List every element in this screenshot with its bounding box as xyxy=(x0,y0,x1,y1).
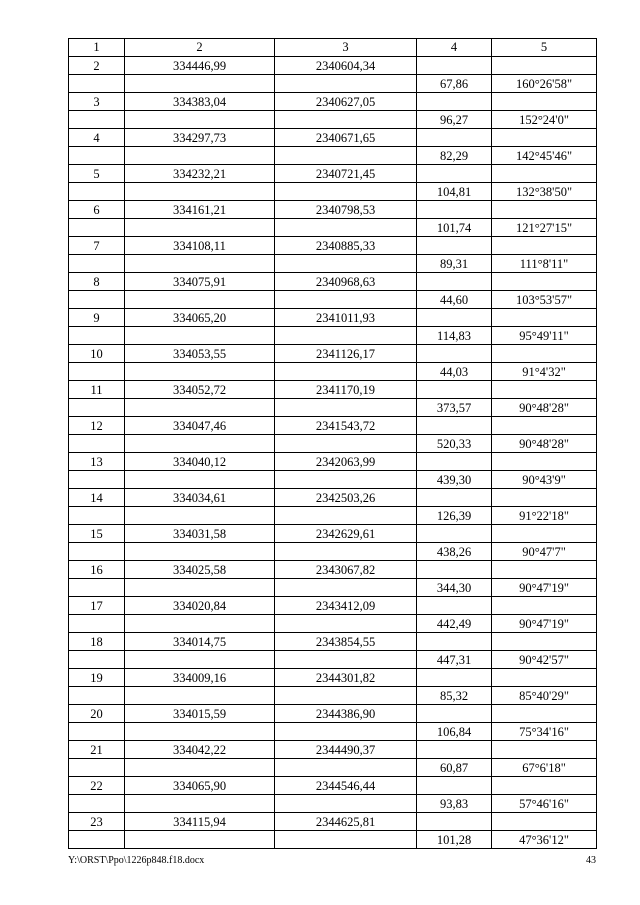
segment-length-cell: 126,39 xyxy=(417,507,492,525)
empty-cell xyxy=(492,165,597,183)
empty-cell xyxy=(492,489,597,507)
x-coordinate-cell: 334065,90 xyxy=(125,777,275,795)
segment-length-cell: 44,03 xyxy=(417,363,492,381)
empty-cell xyxy=(69,147,125,165)
point-number-cell: 7 xyxy=(69,237,125,255)
direction-angle-cell: 95°49'11" xyxy=(492,327,597,345)
empty-cell xyxy=(417,273,492,291)
point-number-cell: 4 xyxy=(69,129,125,147)
empty-cell xyxy=(492,345,597,363)
empty-cell xyxy=(69,327,125,345)
x-coordinate-cell: 334108,11 xyxy=(125,237,275,255)
empty-cell xyxy=(417,57,492,75)
point-number-cell: 15 xyxy=(69,525,125,543)
empty-cell xyxy=(492,561,597,579)
empty-cell xyxy=(275,723,417,741)
empty-cell xyxy=(69,183,125,201)
empty-cell xyxy=(69,579,125,597)
empty-cell xyxy=(492,777,597,795)
point-row xyxy=(69,93,597,111)
footer-file-path: Y:\ORST\Ppo\1226p848.f18.docx xyxy=(68,855,205,866)
empty-cell xyxy=(275,111,417,129)
empty-cell xyxy=(125,219,275,237)
y-coordinate-cell: 2341126,17 xyxy=(275,345,417,363)
empty-cell xyxy=(275,687,417,705)
x-coordinate-cell: 334446,99 xyxy=(125,57,275,75)
x-coordinate-cell: 334052,72 xyxy=(125,381,275,399)
empty-cell xyxy=(275,507,417,525)
segment-row xyxy=(69,111,597,129)
empty-cell xyxy=(69,759,125,777)
empty-cell xyxy=(492,633,597,651)
point-row xyxy=(69,813,597,831)
segment-length-cell: 104,81 xyxy=(417,183,492,201)
segment-row xyxy=(69,651,597,669)
segment-length-cell: 373,57 xyxy=(417,399,492,417)
empty-cell xyxy=(125,831,275,849)
x-coordinate-cell: 334297,73 xyxy=(125,129,275,147)
segment-row xyxy=(69,795,597,813)
direction-angle-cell: 91°4'32" xyxy=(492,363,597,381)
segment-row xyxy=(69,471,597,489)
y-coordinate-cell: 2340968,63 xyxy=(275,273,417,291)
empty-cell xyxy=(417,525,492,543)
direction-angle-cell: 152°24'0" xyxy=(492,111,597,129)
segment-length-cell: 438,26 xyxy=(417,543,492,561)
point-row xyxy=(69,741,597,759)
y-coordinate-cell: 2341170,19 xyxy=(275,381,417,399)
segment-length-cell: 439,30 xyxy=(417,471,492,489)
empty-cell xyxy=(69,111,125,129)
segment-length-cell: 106,84 xyxy=(417,723,492,741)
empty-cell xyxy=(492,741,597,759)
segment-row xyxy=(69,291,597,309)
point-row xyxy=(69,453,597,471)
empty-cell xyxy=(417,777,492,795)
header-cell: 1 xyxy=(69,39,125,57)
empty-cell xyxy=(417,561,492,579)
segment-length-cell: 96,27 xyxy=(417,111,492,129)
direction-angle-cell: 75°34'16" xyxy=(492,723,597,741)
empty-cell xyxy=(492,309,597,327)
direction-angle-cell: 90°48'28" xyxy=(492,435,597,453)
empty-cell xyxy=(125,615,275,633)
direction-angle-cell: 90°47'19" xyxy=(492,615,597,633)
point-row xyxy=(69,273,597,291)
point-number-cell: 20 xyxy=(69,705,125,723)
empty-cell xyxy=(69,651,125,669)
point-row xyxy=(69,777,597,795)
segment-row xyxy=(69,615,597,633)
y-coordinate-cell: 2340885,33 xyxy=(275,237,417,255)
direction-angle-cell: 90°42'57" xyxy=(492,651,597,669)
empty-cell xyxy=(125,579,275,597)
segment-row xyxy=(69,399,597,417)
empty-cell xyxy=(69,795,125,813)
point-number-cell: 19 xyxy=(69,669,125,687)
empty-cell xyxy=(275,579,417,597)
y-coordinate-cell: 2340671,65 xyxy=(275,129,417,147)
empty-cell xyxy=(492,273,597,291)
y-coordinate-cell: 2342503,26 xyxy=(275,489,417,507)
segment-length-cell: 442,49 xyxy=(417,615,492,633)
x-coordinate-cell: 334031,58 xyxy=(125,525,275,543)
point-row xyxy=(69,489,597,507)
empty-cell xyxy=(275,75,417,93)
y-coordinate-cell: 2342629,61 xyxy=(275,525,417,543)
empty-cell xyxy=(492,381,597,399)
header-cell: 3 xyxy=(275,39,417,57)
empty-cell xyxy=(125,471,275,489)
empty-cell xyxy=(125,363,275,381)
empty-cell xyxy=(275,543,417,561)
point-number-cell: 18 xyxy=(69,633,125,651)
empty-cell xyxy=(417,417,492,435)
empty-cell xyxy=(417,597,492,615)
y-coordinate-cell: 2340721,45 xyxy=(275,165,417,183)
segment-row xyxy=(69,435,597,453)
empty-cell xyxy=(417,489,492,507)
direction-angle-cell: 142°45'46" xyxy=(492,147,597,165)
segment-row xyxy=(69,759,597,777)
x-coordinate-cell: 334009,16 xyxy=(125,669,275,687)
empty-cell xyxy=(125,147,275,165)
direction-angle-cell: 132°38'50" xyxy=(492,183,597,201)
point-number-cell: 9 xyxy=(69,309,125,327)
empty-cell xyxy=(275,219,417,237)
x-coordinate-cell: 334042,22 xyxy=(125,741,275,759)
x-coordinate-cell: 334015,59 xyxy=(125,705,275,723)
x-coordinate-cell: 334161,21 xyxy=(125,201,275,219)
empty-cell xyxy=(125,75,275,93)
empty-cell xyxy=(492,129,597,147)
segment-length-cell: 44,60 xyxy=(417,291,492,309)
empty-cell xyxy=(492,525,597,543)
empty-cell xyxy=(69,435,125,453)
y-coordinate-cell: 2340627,05 xyxy=(275,93,417,111)
point-number-cell: 14 xyxy=(69,489,125,507)
empty-cell xyxy=(492,669,597,687)
empty-cell xyxy=(417,309,492,327)
segment-row xyxy=(69,219,597,237)
empty-cell xyxy=(125,507,275,525)
x-coordinate-cell: 334232,21 xyxy=(125,165,275,183)
y-coordinate-cell: 2344301,82 xyxy=(275,669,417,687)
segment-row xyxy=(69,687,597,705)
segment-row xyxy=(69,255,597,273)
point-number-cell: 17 xyxy=(69,597,125,615)
segment-length-cell: 60,87 xyxy=(417,759,492,777)
empty-cell xyxy=(275,831,417,849)
x-coordinate-cell: 334065,20 xyxy=(125,309,275,327)
point-number-cell: 2 xyxy=(69,57,125,75)
segment-length-cell: 82,29 xyxy=(417,147,492,165)
empty-cell xyxy=(125,399,275,417)
empty-cell xyxy=(492,453,597,471)
segment-row xyxy=(69,579,597,597)
segment-row xyxy=(69,75,597,93)
point-number-cell: 5 xyxy=(69,165,125,183)
empty-cell xyxy=(417,381,492,399)
point-row xyxy=(69,705,597,723)
segment-length-cell: 67,86 xyxy=(417,75,492,93)
empty-cell xyxy=(275,399,417,417)
direction-angle-cell: 90°47'7" xyxy=(492,543,597,561)
segment-row xyxy=(69,507,597,525)
point-number-cell: 11 xyxy=(69,381,125,399)
x-coordinate-cell: 334115,94 xyxy=(125,813,275,831)
empty-cell xyxy=(492,417,597,435)
footer-page-number: 43 xyxy=(586,855,596,866)
empty-cell xyxy=(125,687,275,705)
empty-cell xyxy=(125,651,275,669)
header-cell: 4 xyxy=(417,39,492,57)
empty-cell xyxy=(69,615,125,633)
direction-angle-cell: 47°36'12" xyxy=(492,831,597,849)
point-row xyxy=(69,165,597,183)
empty-cell xyxy=(125,795,275,813)
empty-cell xyxy=(492,57,597,75)
point-number-cell: 22 xyxy=(69,777,125,795)
segment-length-cell: 520,33 xyxy=(417,435,492,453)
empty-cell xyxy=(417,453,492,471)
empty-cell xyxy=(275,651,417,669)
x-coordinate-cell: 334014,75 xyxy=(125,633,275,651)
point-number-cell: 13 xyxy=(69,453,125,471)
y-coordinate-cell: 2340604,34 xyxy=(275,57,417,75)
empty-cell xyxy=(125,543,275,561)
point-number-cell: 12 xyxy=(69,417,125,435)
empty-cell xyxy=(125,327,275,345)
point-number-cell: 6 xyxy=(69,201,125,219)
point-row xyxy=(69,633,597,651)
empty-cell xyxy=(492,237,597,255)
segment-length-cell: 101,74 xyxy=(417,219,492,237)
y-coordinate-cell: 2344490,37 xyxy=(275,741,417,759)
point-row xyxy=(69,417,597,435)
empty-cell xyxy=(69,255,125,273)
segment-length-cell: 114,83 xyxy=(417,327,492,345)
empty-cell xyxy=(69,723,125,741)
empty-cell xyxy=(275,471,417,489)
empty-cell xyxy=(125,291,275,309)
point-row xyxy=(69,237,597,255)
segment-length-cell: 101,28 xyxy=(417,831,492,849)
empty-cell xyxy=(125,435,275,453)
direction-angle-cell: 57°46'16" xyxy=(492,795,597,813)
point-row xyxy=(69,309,597,327)
empty-cell xyxy=(417,237,492,255)
empty-cell xyxy=(417,741,492,759)
empty-cell xyxy=(275,795,417,813)
segment-row xyxy=(69,363,597,381)
x-coordinate-cell: 334020,84 xyxy=(125,597,275,615)
segment-length-cell: 447,31 xyxy=(417,651,492,669)
point-row xyxy=(69,381,597,399)
y-coordinate-cell: 2343854,55 xyxy=(275,633,417,651)
empty-cell xyxy=(417,201,492,219)
empty-cell xyxy=(417,633,492,651)
segment-row xyxy=(69,831,597,849)
y-coordinate-cell: 2340798,53 xyxy=(275,201,417,219)
direction-angle-cell: 90°47'19" xyxy=(492,579,597,597)
empty-cell xyxy=(417,705,492,723)
empty-cell xyxy=(492,813,597,831)
point-number-cell: 23 xyxy=(69,813,125,831)
y-coordinate-cell: 2343412,09 xyxy=(275,597,417,615)
table-header-row xyxy=(69,39,597,57)
empty-cell xyxy=(275,291,417,309)
segment-row xyxy=(69,723,597,741)
direction-angle-cell: 67°6'18" xyxy=(492,759,597,777)
segment-length-cell: 344,30 xyxy=(417,579,492,597)
y-coordinate-cell: 2344386,90 xyxy=(275,705,417,723)
empty-cell xyxy=(492,93,597,111)
empty-cell xyxy=(417,813,492,831)
empty-cell xyxy=(69,291,125,309)
empty-cell xyxy=(125,111,275,129)
direction-angle-cell: 85°40'29" xyxy=(492,687,597,705)
coordinates-table xyxy=(68,38,597,849)
point-number-cell: 8 xyxy=(69,273,125,291)
point-number-cell: 16 xyxy=(69,561,125,579)
empty-cell xyxy=(125,759,275,777)
point-row xyxy=(69,345,597,363)
point-row xyxy=(69,561,597,579)
empty-cell xyxy=(69,831,125,849)
segment-length-cell: 89,31 xyxy=(417,255,492,273)
segment-row xyxy=(69,147,597,165)
point-row xyxy=(69,201,597,219)
empty-cell xyxy=(417,165,492,183)
empty-cell xyxy=(125,183,275,201)
point-number-cell: 3 xyxy=(69,93,125,111)
empty-cell xyxy=(275,759,417,777)
point-row xyxy=(69,597,597,615)
direction-angle-cell: 103°53'57" xyxy=(492,291,597,309)
empty-cell xyxy=(69,687,125,705)
empty-cell xyxy=(69,507,125,525)
segment-length-cell: 85,32 xyxy=(417,687,492,705)
x-coordinate-cell: 334025,58 xyxy=(125,561,275,579)
x-coordinate-cell: 334034,61 xyxy=(125,489,275,507)
empty-cell xyxy=(417,129,492,147)
segment-row xyxy=(69,183,597,201)
direction-angle-cell: 91°22'18" xyxy=(492,507,597,525)
empty-cell xyxy=(125,255,275,273)
empty-cell xyxy=(417,669,492,687)
header-cell: 5 xyxy=(492,39,597,57)
empty-cell xyxy=(417,345,492,363)
header-cell: 2 xyxy=(125,39,275,57)
empty-cell xyxy=(125,723,275,741)
point-row xyxy=(69,669,597,687)
empty-cell xyxy=(275,363,417,381)
direction-angle-cell: 121°27'15" xyxy=(492,219,597,237)
empty-cell xyxy=(69,471,125,489)
direction-angle-cell: 160°26'58" xyxy=(492,75,597,93)
empty-cell xyxy=(69,543,125,561)
empty-cell xyxy=(69,219,125,237)
x-coordinate-cell: 334053,55 xyxy=(125,345,275,363)
empty-cell xyxy=(275,183,417,201)
point-row xyxy=(69,129,597,147)
point-number-cell: 10 xyxy=(69,345,125,363)
x-coordinate-cell: 334047,46 xyxy=(125,417,275,435)
empty-cell xyxy=(69,75,125,93)
point-row xyxy=(69,57,597,75)
y-coordinate-cell: 2344546,44 xyxy=(275,777,417,795)
x-coordinate-cell: 334040,12 xyxy=(125,453,275,471)
empty-cell xyxy=(69,363,125,381)
x-coordinate-cell: 334383,04 xyxy=(125,93,275,111)
y-coordinate-cell: 2341543,72 xyxy=(275,417,417,435)
y-coordinate-cell: 2343067,82 xyxy=(275,561,417,579)
empty-cell xyxy=(492,201,597,219)
y-coordinate-cell: 2342063,99 xyxy=(275,453,417,471)
empty-cell xyxy=(492,597,597,615)
y-coordinate-cell: 2341011,93 xyxy=(275,309,417,327)
empty-cell xyxy=(417,93,492,111)
point-number-cell: 21 xyxy=(69,741,125,759)
segment-row xyxy=(69,543,597,561)
empty-cell xyxy=(275,255,417,273)
y-coordinate-cell: 2344625,81 xyxy=(275,813,417,831)
direction-angle-cell: 111°8'11" xyxy=(492,255,597,273)
empty-cell xyxy=(275,327,417,345)
empty-cell xyxy=(492,705,597,723)
point-row xyxy=(69,525,597,543)
empty-cell xyxy=(275,435,417,453)
empty-cell xyxy=(69,399,125,417)
empty-cell xyxy=(275,615,417,633)
empty-cell xyxy=(275,147,417,165)
segment-length-cell: 93,83 xyxy=(417,795,492,813)
segment-row xyxy=(69,327,597,345)
direction-angle-cell: 90°48'28" xyxy=(492,399,597,417)
x-coordinate-cell: 334075,91 xyxy=(125,273,275,291)
direction-angle-cell: 90°43'9" xyxy=(492,471,597,489)
